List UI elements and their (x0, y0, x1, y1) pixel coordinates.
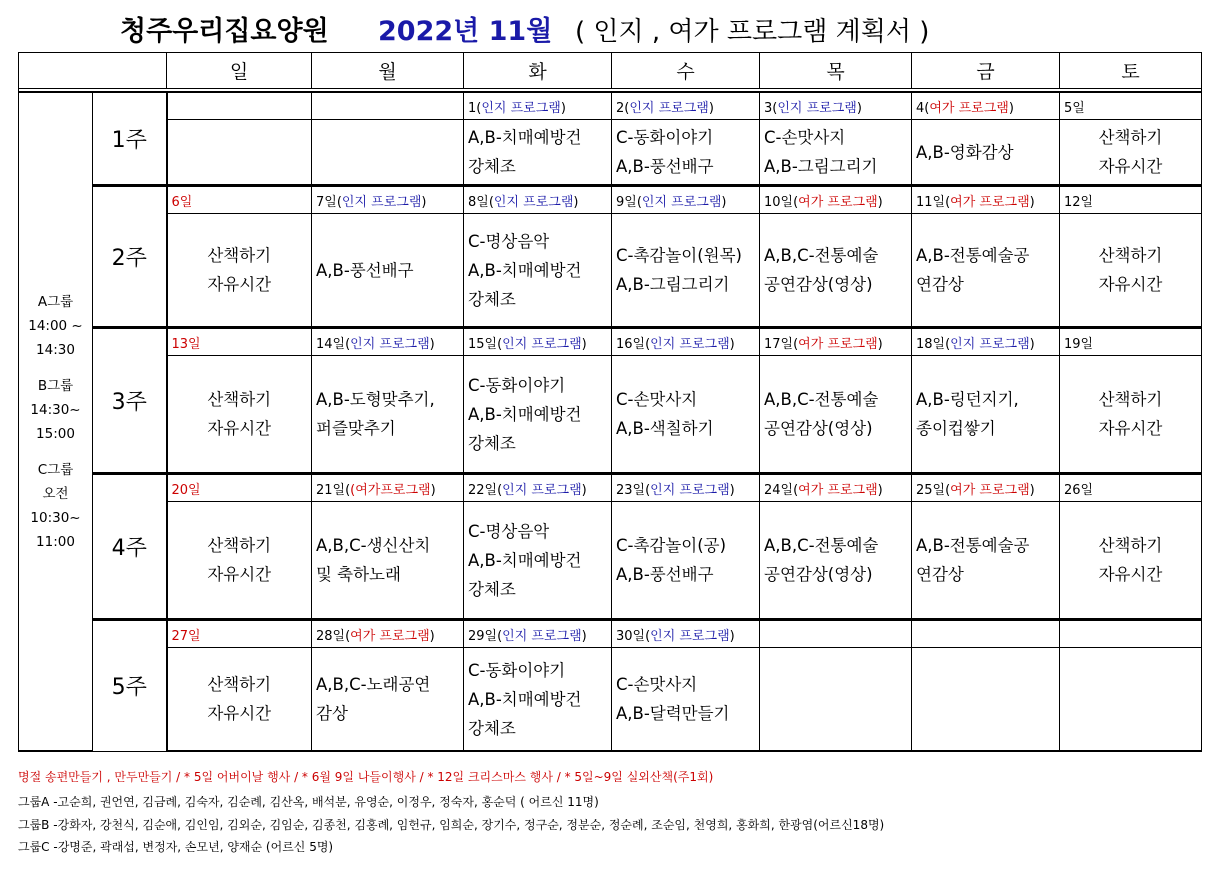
date-cell-mon (312, 620, 464, 648)
program-line: C-동화이야기 (468, 660, 566, 680)
date-cell-sat (1060, 92, 1202, 120)
program-line: 퍼즐맞추기 (316, 419, 396, 438)
date-cell-sun (167, 620, 312, 648)
program-cell-sun (167, 648, 312, 752)
program-line: A,B,C-노래공연 (316, 675, 431, 694)
header-day-sat: 토 (1060, 53, 1202, 89)
date-number: 13일 (171, 336, 201, 352)
program-line: 강체조 (468, 289, 516, 309)
date-close-paren: ) (429, 336, 435, 352)
program-calendar-table (18, 52, 1202, 752)
header-day-thu: 목 (760, 53, 912, 89)
cognitive-program-tag: 인지 프로그램 (502, 628, 582, 644)
program-line: 공연감상(영상) (764, 275, 873, 294)
program-line: 산책하기 (1098, 536, 1163, 555)
week-5-date-row (19, 620, 1202, 648)
program-cell-sun (167, 120, 312, 186)
program-cell-fri (912, 648, 1060, 752)
week-2-program-row (19, 214, 1202, 328)
cognitive-program-tag: 인지 프로그램 (950, 336, 1030, 352)
date-cell-fri (912, 328, 1060, 356)
program-line: C-동화이야기 (468, 375, 566, 395)
program-cell-fri (912, 502, 1060, 620)
date-cell-thu (760, 620, 912, 648)
week-4-date-row (19, 474, 1202, 502)
header-row (19, 53, 1202, 89)
group-a-label: A그룹 (37, 293, 74, 310)
date-close-paren: ) (1029, 482, 1035, 498)
program-line: A,B-전통예술공 (916, 536, 1030, 555)
program-line: 연감상 (916, 275, 964, 294)
date-number: 1( (468, 100, 482, 116)
date-number: 5일 (1064, 100, 1085, 116)
date-close-paren: ) (573, 194, 579, 210)
date-number: 29일( (468, 628, 503, 644)
program-line: C-명상음악 (468, 521, 550, 541)
program-line: C-손맛사지 (616, 390, 698, 409)
leisure-program-tag: 여가 프로그램 (798, 194, 878, 210)
leisure-program-tag: 여가 프로그램 (950, 194, 1030, 210)
date-number: 22일( (468, 482, 503, 498)
group-spacer (19, 446, 92, 458)
leisure-program-tag: 여가 프로그램 (350, 628, 430, 644)
program-cell-thu (760, 648, 912, 752)
date-cell-thu (760, 186, 912, 214)
program-line: A,B-그림그리기 (764, 157, 878, 176)
program-cell-fri (912, 214, 1060, 328)
date-close-paren: ) (1008, 100, 1014, 116)
program-line: 자유시간 (207, 419, 272, 438)
program-line: 공연감상(영상) (764, 419, 873, 438)
program-cell-wed (612, 502, 760, 620)
date-cell-sun (167, 328, 312, 356)
date-close-paren: ) (721, 194, 727, 210)
program-cell-mon (312, 214, 464, 328)
date-cell-wed (612, 328, 760, 356)
header-day-wed: 수 (612, 53, 760, 89)
program-line: 산책하기 (207, 390, 272, 409)
cognitive-program-tag: 인지 프로그램 (502, 482, 582, 498)
date-cell-wed (612, 92, 760, 120)
week-label: 1주 (93, 92, 167, 186)
program-line: A,B-색칠하기 (616, 419, 714, 438)
date-cell-sat (1060, 474, 1202, 502)
program-line: C-손맛사지 (616, 675, 698, 694)
date-cell-sat (1060, 186, 1202, 214)
program-line: 자유시간 (207, 275, 272, 294)
program-cell-thu (760, 120, 912, 186)
program-line: 강체조 (468, 157, 516, 176)
program-cell-thu (760, 502, 912, 620)
program-line: C-명상음악 (468, 231, 550, 251)
date-close-paren: ) (877, 194, 883, 210)
facility-name: 청주우리집요양원 (120, 16, 329, 47)
program-cell-wed (612, 120, 760, 186)
program-line: 산책하기 (207, 246, 272, 265)
program-line: C-촉감놀이(원목) (616, 246, 742, 265)
leisure-program-tag: 여가 프로그램 (950, 482, 1030, 498)
program-line: A,B,C-생신산치 (316, 536, 431, 555)
date-close-paren: ) (729, 482, 735, 498)
date-number: 26일 (1064, 482, 1094, 498)
date-number: 30일( (616, 628, 651, 644)
date-close-paren: ) (877, 336, 883, 352)
cognitive-program-tag: 인지 프로그램 (493, 194, 574, 210)
date-number: 12일 (1064, 194, 1094, 210)
program-line: 산책하기 (207, 675, 272, 694)
program-cell-mon (312, 120, 464, 186)
date-cell-tue (464, 92, 612, 120)
program-line: 강체조 (468, 718, 516, 738)
group-a-time1: 14:00 ~ (28, 317, 83, 334)
program-line: 강체조 (468, 433, 516, 453)
date-close-paren: ) (581, 628, 587, 644)
program-line: A,B-영화감상 (916, 142, 1014, 162)
date-close-paren: ) (708, 100, 714, 116)
program-line: 종이컵쌓기 (916, 419, 996, 438)
date-number: 7일( (316, 194, 342, 210)
header-day-sun: 일 (167, 53, 312, 89)
program-cell-tue (464, 356, 612, 474)
cognitive-program-tag: 인지 프로그램 (641, 194, 722, 210)
group-c-label: C그룹 (37, 461, 74, 478)
footer-events: 명절 송편만들기 , 만두만들기 / * 5일 어버이날 행사 / * 6월 9일 나들이행사 / * 12일 크리스마스 행사 / * 5일~9일 실외산책(주1회) (18, 770, 714, 784)
date-close-paren: ) (421, 194, 427, 210)
program-line: A,B-풍선배구 (616, 157, 714, 176)
date-number: 3( (764, 100, 778, 116)
program-cell-tue (464, 214, 612, 328)
program-line: 자유시간 (207, 565, 272, 584)
week-label: 2주 (93, 186, 167, 328)
program-line: 자유시간 (1098, 275, 1163, 294)
program-cell-sat (1060, 120, 1202, 186)
group-spacer (19, 362, 92, 374)
cognitive-program-tag: 인지 프로그램 (341, 194, 422, 210)
date-cell-thu (760, 474, 912, 502)
program-cell-wed (612, 648, 760, 752)
group-c-time0: 오전 (42, 485, 69, 502)
program-line: 산책하기 (207, 536, 272, 555)
program-cell-mon (312, 502, 464, 620)
program-cell-sun (167, 214, 312, 328)
program-line: 산책하기 (1098, 128, 1163, 147)
week-label: 3주 (93, 328, 167, 474)
date-cell-wed (612, 186, 760, 214)
program-cell-sat (1060, 356, 1202, 474)
program-line: 연감상 (916, 565, 964, 584)
date-cell-fri (912, 474, 1060, 502)
program-cell-mon (312, 648, 464, 752)
date-cell-mon (312, 92, 464, 120)
date-number: 20일 (171, 482, 201, 498)
date-cell-tue (464, 620, 612, 648)
date-cell-sun (167, 186, 312, 214)
date-close-paren: ) (429, 628, 435, 644)
cognitive-program-tag: 인지 프로그램 (629, 100, 709, 116)
date-close-paren: ) (729, 336, 735, 352)
header-corner (19, 53, 167, 89)
program-cell-sat (1060, 648, 1202, 752)
program-line: A,B-그림그리기 (616, 275, 730, 294)
document-title (0, 12, 1230, 52)
date-number: 19일 (1064, 336, 1094, 352)
week-1-date-row (19, 92, 1202, 120)
header-day-mon: 월 (312, 53, 464, 89)
program-cell-thu (760, 356, 912, 474)
week-4-program-row (19, 502, 1202, 620)
date-number: 25일( (916, 482, 951, 498)
date-number: 2( (616, 100, 630, 116)
date-close-paren: ) (729, 628, 735, 644)
footer-group-b: 그룹B -강화자, 강천식, 김순애, 김인임, 김외순, 김임순, 김종천, 김홍례, 임헌규, 임희순, 장기수, 정구순, 정분순, 정순례, 조순임, 천영희, 홍화희, 한광염(어르신18명) (18, 818, 885, 832)
date-cell-tue (464, 474, 612, 502)
program-cell-thu (760, 214, 912, 328)
date-number: 17일( (764, 336, 799, 352)
group-a-time2: 14:30 (36, 341, 75, 358)
group-b-label: B그룹 (37, 377, 74, 394)
program-cell-sun (167, 356, 312, 474)
date-cell-thu (760, 92, 912, 120)
date-cell-thu (760, 328, 912, 356)
header-day-fri: 금 (912, 53, 1060, 89)
date-cell-wed (612, 620, 760, 648)
leisure-program-tag: 여가 프로그램 (798, 336, 878, 352)
program-line: A,B-풍선배구 (316, 260, 414, 280)
cognitive-program-tag: 인지 프로그램 (481, 100, 561, 116)
cognitive-program-tag: 인지 프로그램 (650, 336, 730, 352)
cognitive-program-tag: 인지 프로그램 (650, 628, 730, 644)
program-cell-fri (912, 120, 1060, 186)
program-line: A,B-풍선배구 (616, 565, 714, 584)
date-number: 18일( (916, 336, 951, 352)
date-number: 9일( (616, 194, 642, 210)
date-cell-fri (912, 186, 1060, 214)
program-line: A,B-달력만들기 (616, 704, 730, 723)
date-cell-tue (464, 328, 612, 356)
footer-group-a: 그룹A -고순희, 권언연, 김금례, 김숙자, 김순례, 김산옥, 배석분, 유영순, 이정우, 정숙자, 홍순덕 ( 어르신 11명) (18, 795, 599, 809)
program-line: A,B-도형맞추기, (316, 390, 435, 409)
date-cell-sun (167, 474, 312, 502)
program-line: A,B-전통예술공 (916, 246, 1030, 265)
program-line: C-촉감놀이(공) (616, 536, 727, 555)
week-1-program-row (19, 120, 1202, 186)
program-cell-sun (167, 502, 312, 620)
date-close-paren: ) (560, 100, 566, 116)
program-line: C-동화이야기 (616, 128, 714, 147)
program-line: A,B-치매예방건 (468, 128, 582, 147)
date-cell-sat (1060, 620, 1202, 648)
cognitive-program-tag: 인지 프로그램 (350, 336, 430, 352)
group-b-time2: 15:00 (36, 425, 75, 442)
group-times-cell (19, 92, 93, 751)
group-c-time1: 10:30~ (30, 509, 81, 526)
date-number: 27일 (171, 628, 201, 644)
cognitive-program-tag: 인지 프로그램 (777, 100, 857, 116)
program-line: A,B-치매예방건 (468, 404, 582, 424)
week-2-date-row (19, 186, 1202, 214)
group-b-time1: 14:30~ (30, 401, 81, 418)
program-line: A,B-치매예방건 (468, 550, 582, 570)
date-close-paren: ) (1029, 194, 1035, 210)
date-number: 16일( (616, 336, 651, 352)
date-cell-mon (312, 474, 464, 502)
program-line: A,B,C-전통예술 (764, 390, 879, 409)
date-number: 15일( (468, 336, 503, 352)
date-close-paren: ) (1029, 336, 1035, 352)
date-number: 4( (916, 100, 930, 116)
program-line: 산책하기 (1098, 390, 1163, 409)
program-cell-wed (612, 356, 760, 474)
program-cell-tue (464, 648, 612, 752)
date-number: 11일( (916, 194, 951, 210)
program-line: A,B,C-전통예술 (764, 246, 879, 265)
program-line: 산책하기 (1098, 246, 1163, 265)
group-c-time2: 11:00 (36, 533, 75, 550)
plan-subtitle: ( 인지 , 여가 프로그램 계획서 ) (575, 17, 930, 47)
date-cell-wed (612, 474, 760, 502)
program-cell-sat (1060, 502, 1202, 620)
program-line: 자유시간 (1098, 565, 1163, 584)
date-cell-sun (167, 92, 312, 120)
date-number: 24일( (764, 482, 799, 498)
program-line: 및 축하노래 (316, 565, 401, 584)
date-number: 23일( (616, 482, 651, 498)
cognitive-program-tag: 인지 프로그램 (502, 336, 582, 352)
leisure-program-tag: 여가 프로그램 (929, 100, 1009, 116)
program-line: A,B,C-전통예술 (764, 536, 879, 555)
plan-month: 2022년 11월 (378, 16, 553, 47)
program-line: 자유시간 (1098, 419, 1163, 438)
cognitive-program-tag: 인지 프로그램 (650, 482, 730, 498)
date-cell-tue (464, 186, 612, 214)
date-cell-mon (312, 186, 464, 214)
date-close-paren: ) (877, 482, 883, 498)
program-cell-fri (912, 356, 1060, 474)
date-close-paren: ) (856, 100, 862, 116)
program-cell-sat (1060, 214, 1202, 328)
date-number: 8일( (468, 194, 494, 210)
program-line: 감상 (316, 704, 348, 723)
program-line: 강체조 (468, 579, 516, 599)
date-number: 28일( (316, 628, 351, 644)
week-label: 4주 (93, 474, 167, 620)
week-3-date-row (19, 328, 1202, 356)
program-line: 자유시간 (207, 704, 272, 723)
program-line: A,B-치매예방건 (468, 689, 582, 709)
date-number: 21일( (316, 482, 351, 498)
program-cell-wed (612, 214, 760, 328)
program-line: A,B-치매예방건 (468, 260, 582, 280)
date-cell-mon (312, 328, 464, 356)
date-number: 6일 (171, 194, 193, 210)
week-label: 5주 (93, 620, 167, 752)
date-cell-sat (1060, 328, 1202, 356)
date-close-paren: ) (581, 336, 587, 352)
leisure-program-tag: (여가프로그램 (350, 482, 431, 498)
program-cell-tue (464, 502, 612, 620)
week-5-program-row (19, 648, 1202, 752)
date-cell-fri (912, 92, 1060, 120)
footer-group-c: 그룹C -강명준, 곽래섭, 변정자, 손모년, 양재순 (어르신 5명) (18, 840, 334, 854)
date-close-paren: ) (581, 482, 587, 498)
program-cell-mon (312, 356, 464, 474)
program-cell-tue (464, 120, 612, 186)
program-line: A,B-링던지기, (916, 390, 1019, 409)
date-cell-fri (912, 620, 1060, 648)
date-number: 14일( (316, 336, 351, 352)
date-number: 10일( (764, 194, 799, 210)
leisure-program-tag: 여가 프로그램 (798, 482, 878, 498)
header-day-tue: 화 (464, 53, 612, 89)
week-3-program-row (19, 356, 1202, 474)
program-line: 공연감상(영상) (764, 565, 873, 584)
program-line: C-손맛사지 (764, 128, 846, 147)
date-close-paren: ) (430, 482, 436, 498)
program-line: 자유시간 (1098, 157, 1163, 176)
